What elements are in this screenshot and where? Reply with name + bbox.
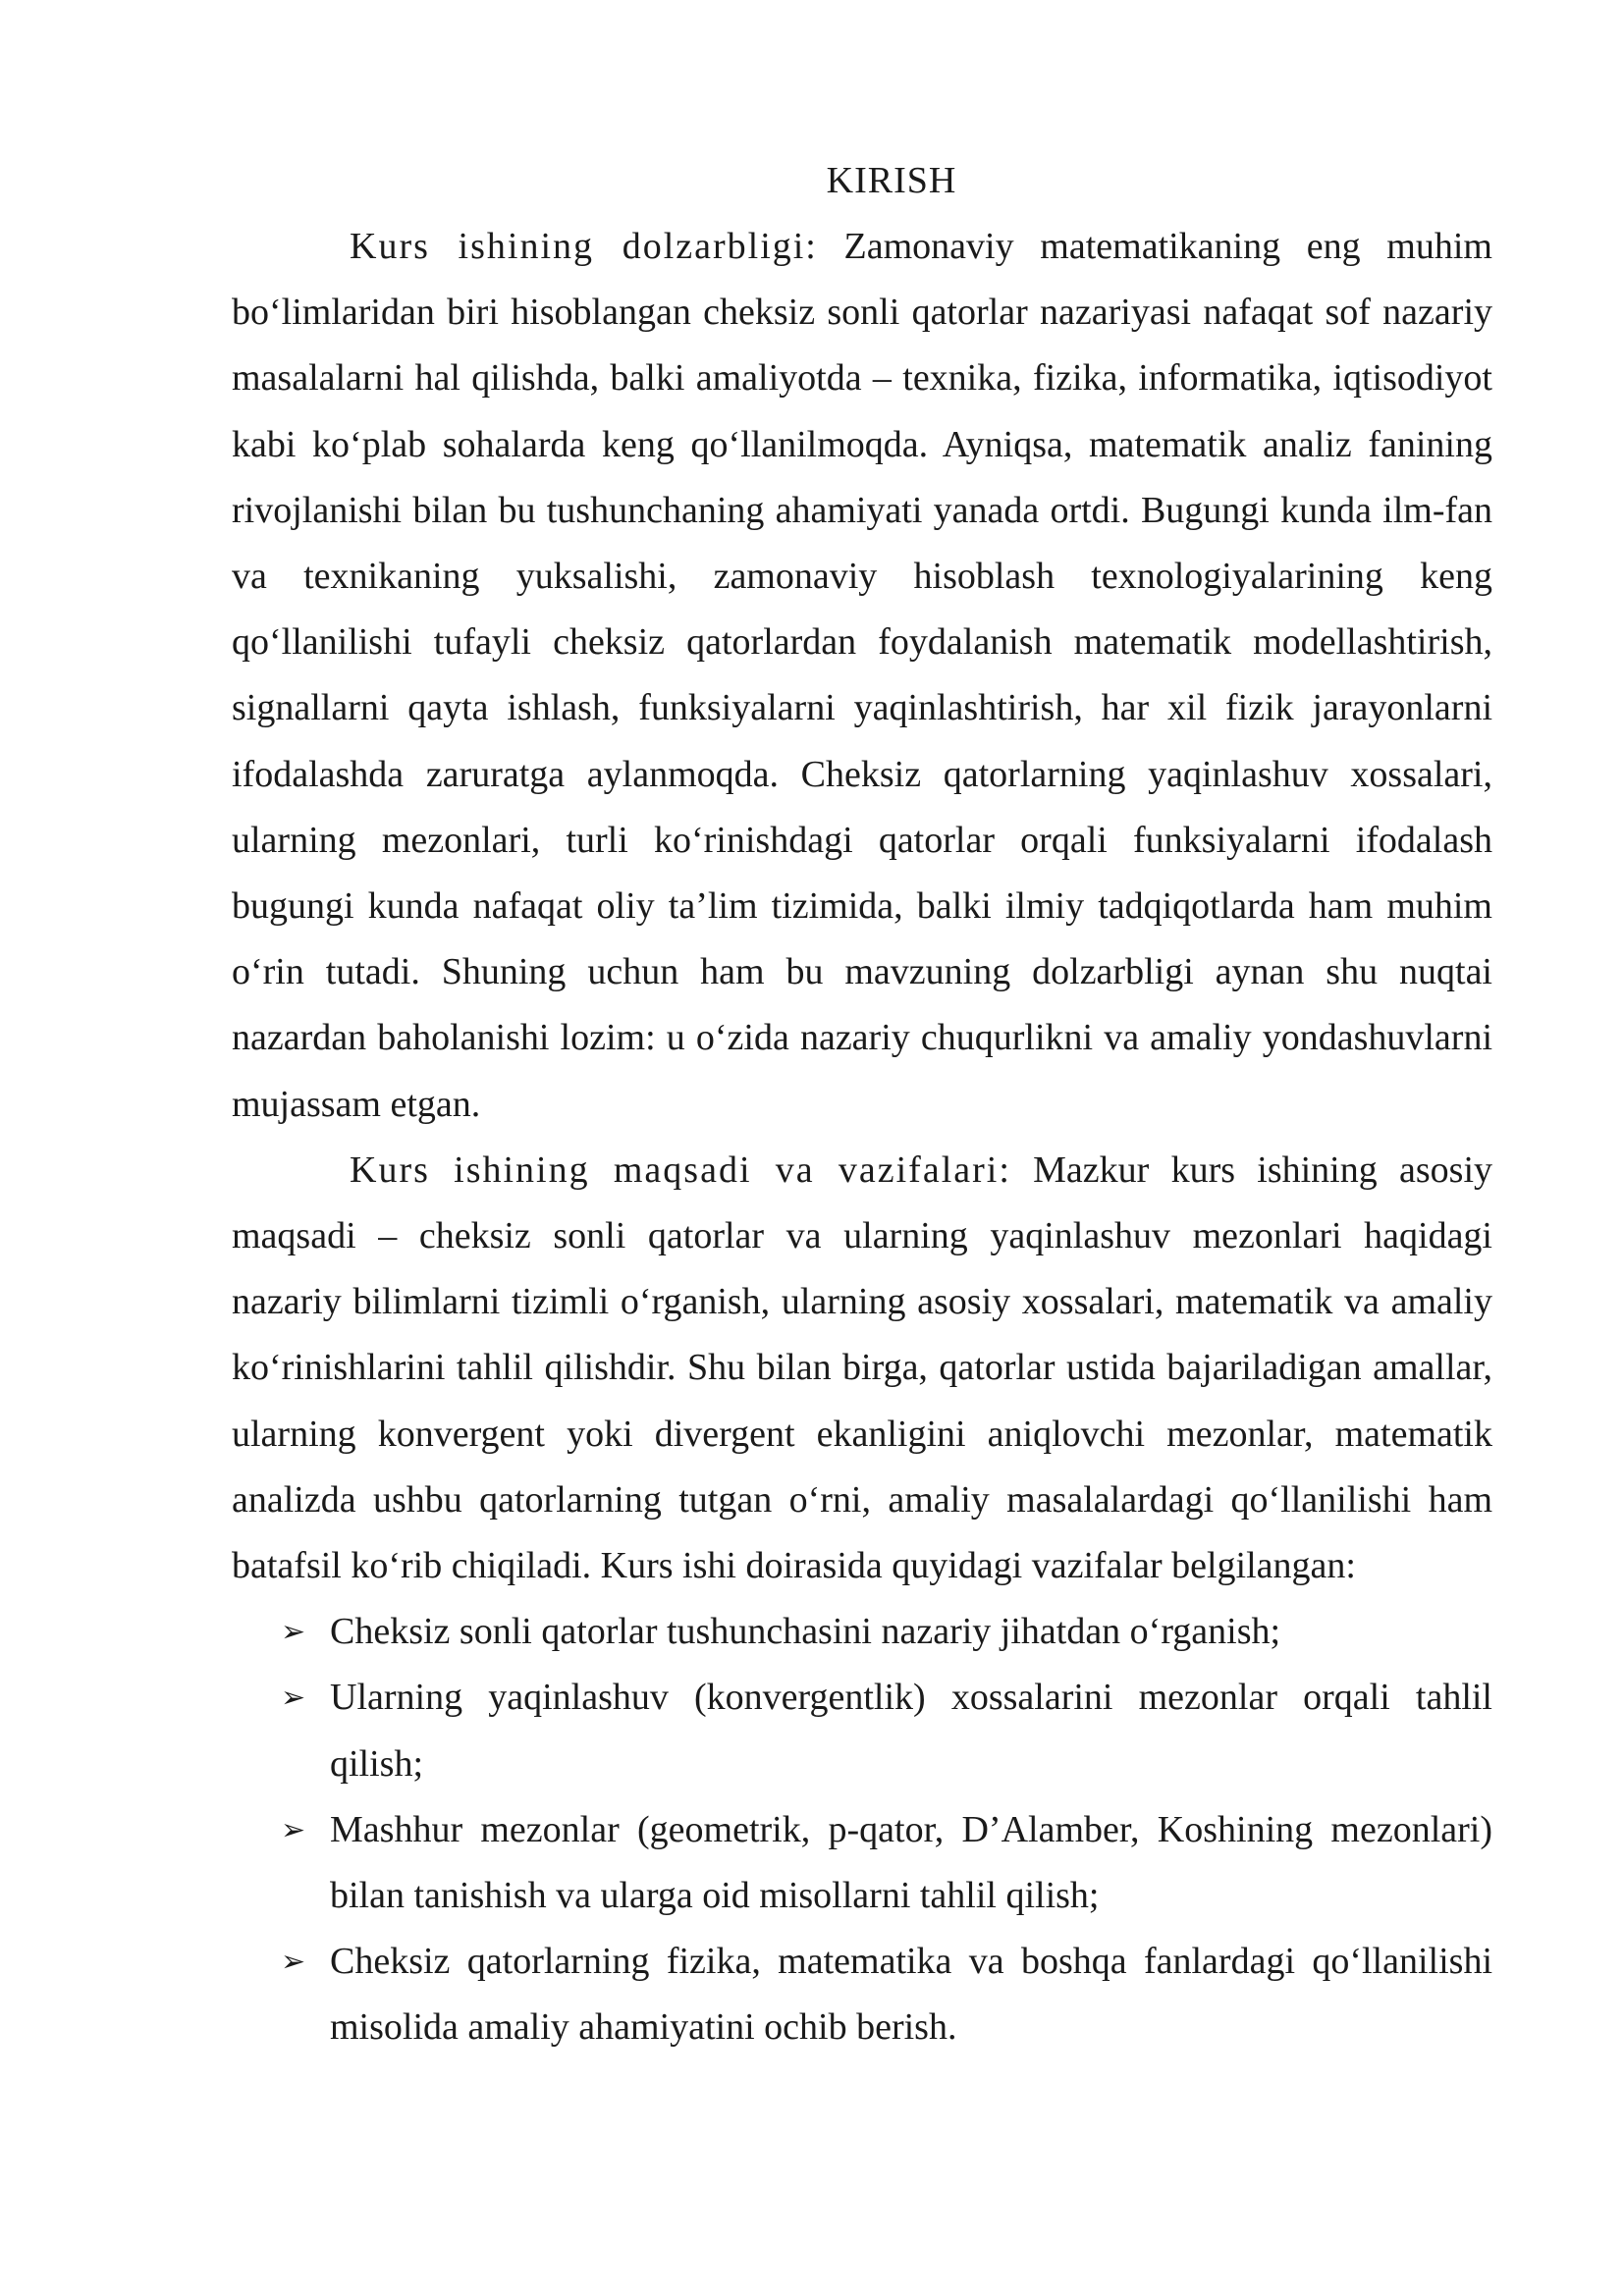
arrow-bullet-icon: ➢ [281, 1812, 306, 1847]
task-text: Cheksiz qatorlarning fizika, matematika va boshqa fanlardagi qo‘llanilishi misolida amaliy ahamiyatini ochib berish. [330, 1941, 1492, 2049]
task-list [232, 1599, 1492, 2060]
task-text: Cheksiz sonli qatorlar tushunchasini nazariy jihatdan o‘rganish; [330, 1611, 1281, 1653]
arrow-bullet-icon: ➢ [281, 1681, 306, 1716]
relevance-lead: Kurs ishining dolzarbligi: [350, 226, 818, 267]
task-item [232, 1599, 1492, 1665]
document-page [232, 147, 1492, 2061]
task-item [232, 1797, 1492, 1929]
goals-text: Mazkur kurs ishining asosiy maqsadi – cheksiz sonli qatorlar va ularning yaqinlashuv mezonlari haqidagi nazariy bilimlarni tizimli o‘rganish, ularning asosiy xossalari, matematik va amaliy ko‘rinishlarini tahlil qilishdir. Shu bilan birga, qatorlar ustida bajariladigan amallar, ularning konvergent yoki divergent ekanligini aniqlovchi mezonlar, matematik analizda ushbu qatorlarning tutgan o‘rni, amaliy masalalardagi qo‘llanilishi ham batafsil ko‘rib chiqiladi. Kurs ishi doirasida quyidagi vazifalar belgilangan: [232, 1148, 1492, 1587]
goals-lead: Kurs ishining maqsadi va vazifalari: [350, 1148, 1011, 1191]
task-item [232, 1929, 1492, 2060]
task-text: Mashhur mezonlar (geometrik, p-qator, D’Alamber, Koshining mezonlari) bilan tanishish va ularga oid misollarni tahlil qilish; [330, 1808, 1492, 1917]
goals-paragraph [232, 1138, 1492, 1599]
section-heading: KIRISH [826, 160, 957, 201]
relevance-text: Zamonaviy matematikaning eng muhim bo‘limlaridan biri hisoblangan cheksiz sonli qatorlar nazariyasi nafaqat sof nazariy masalalarni hal qilishda, balki amaliyotda – texnika, fizika, informatika, iqtisodiyot kabi ko‘plab sohalarda keng qo‘llanilmoqda. Ayniqsa, matematik analiz fanining rivojlanishi bilan bu tushunchaning ahamiyati yanada ortdi. Bugungi kunda ilm-fan va texnikaning yuksalishi, zamonaviy hisoblash texnologiyalarining keng qo‘llanilishi tufayli cheksiz qatorlardan foydalanish matematik modellashtirish, signallarni qayta ishlash, funksiyalarni yaqinlashtirish, har xil fizik jarayonlarni ifodalashda zaruratga aylanmoqda. Cheksiz qatorlarning yaqinlashuv xossalari, ularning mezonlari, turli ko‘rinishdagi qatorlar orqali funksiyalarni ifodalash bugungi kunda nafaqat oliy ta’lim tizimida, balki ilmiy tadqiqotlarda ham muhim o‘rin tutadi. Shuning uchun ham bu mavzuning dolzarbligi aynan shu nuqtai nazardan baholanishi lozim: u o‘zida nazariy chuqurlikni va amaliy yondashuvlarni mujassam etgan. [232, 226, 1492, 1125]
arrow-bullet-icon: ➢ [281, 1615, 306, 1650]
task-item [232, 1665, 1492, 1796]
task-text: Ularning yaqinlashuv (konvergentlik) xossalarini mezonlar orqali tahlil qilish; [330, 1677, 1492, 1785]
arrow-bullet-icon: ➢ [281, 1945, 306, 1980]
relevance-paragraph [232, 214, 1492, 1138]
